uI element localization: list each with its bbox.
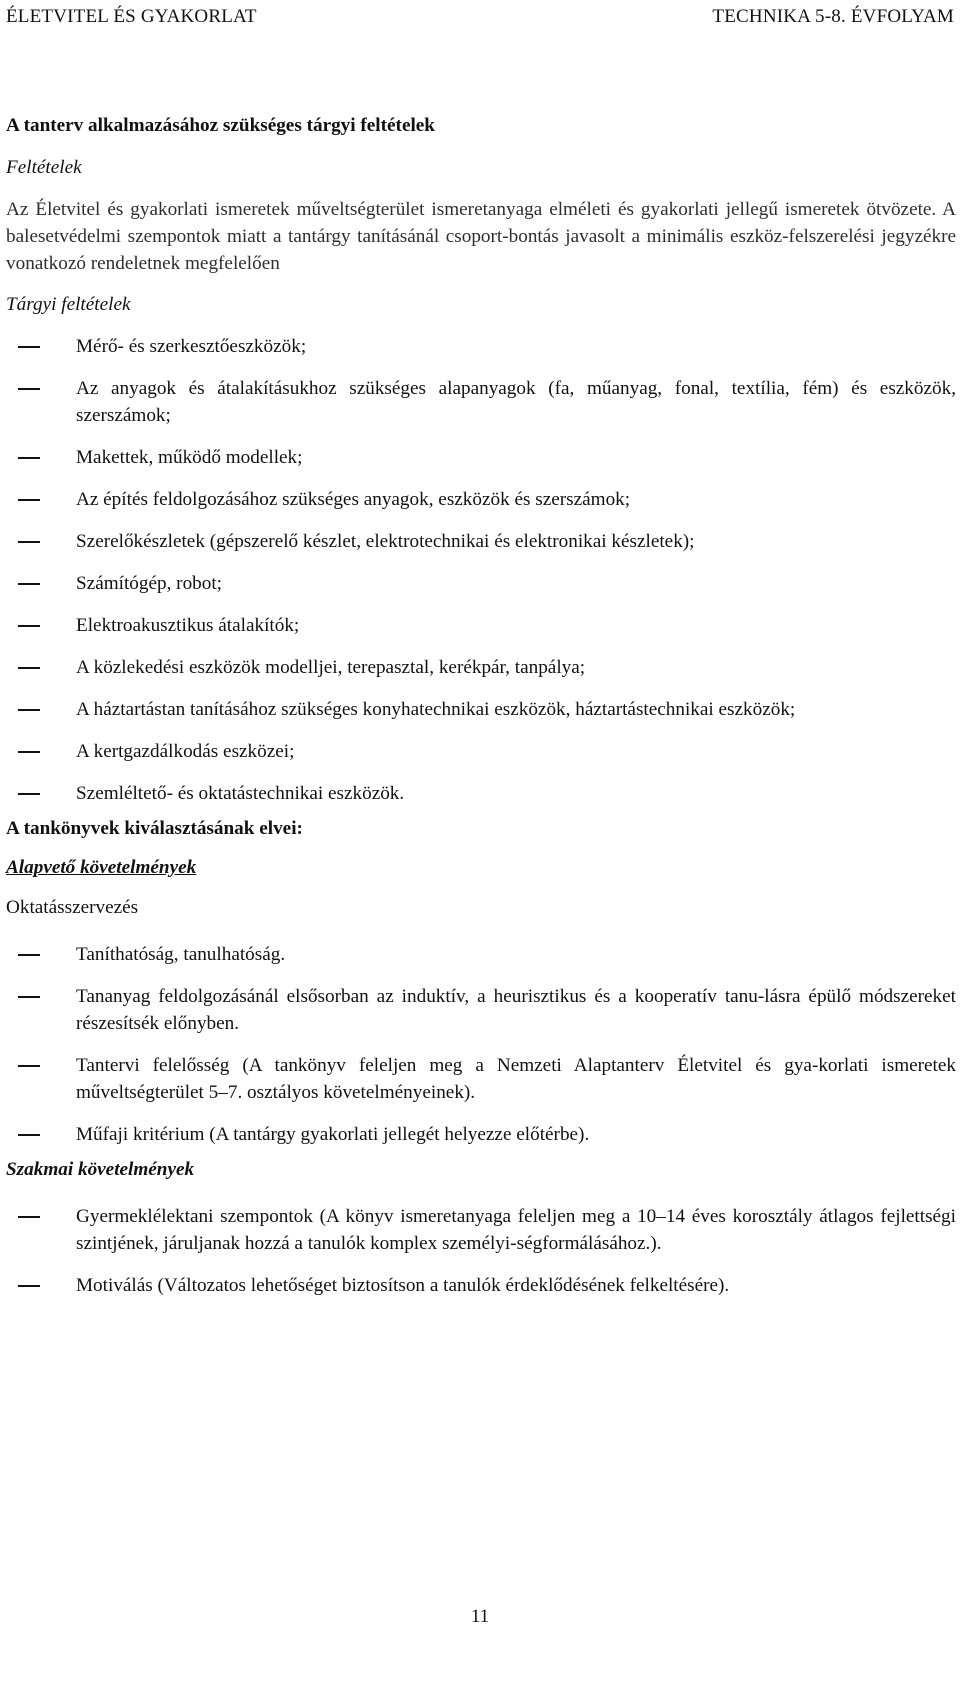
dash-bullet-icon	[18, 667, 40, 669]
list-title-material-conditions: Tárgyi feltételek	[6, 294, 131, 315]
list-item-text: Szemléltető- és oktatástechnikai eszközök.	[76, 783, 405, 804]
list-item-text: Tantervi felelősség (A tankönyv feleljen meg a Nemzeti Alaptanterv Életvitel és gya-korlati ismeretek műveltségterület 5–7. osztályos követelményeinek).	[76, 1055, 956, 1103]
dash-bullet-icon	[18, 751, 40, 753]
list-item	[6, 1272, 956, 1299]
subtitle-basic-requirements: Alapvető követelmények	[6, 857, 197, 878]
header-left: ÉLETVITEL ÉS GYAKORLAT	[6, 6, 257, 27]
list-item-text: Gyermeklélektani szempontok (A könyv ismeretanyaga feleljen meg a 10–14 éves korosztály átlagos fejlettségi szintjének, járuljanak hozzá a tanulók komplex személyi-ségformálásához.).	[76, 1206, 956, 1254]
dash-bullet-icon	[18, 793, 40, 795]
list-item	[6, 612, 956, 639]
list-item	[6, 780, 956, 807]
list-item-text: A kertgazdálkodás eszközei;	[76, 741, 295, 762]
list-item	[6, 528, 956, 555]
list-item-text: Tananyag feldolgozásánál elsősorban az induktív, a heurisztikus és a kooperatív tanu-lásra épülő módszereket részesítsék előnyben.	[76, 986, 956, 1034]
list-item	[6, 983, 956, 1037]
dash-bullet-icon	[18, 457, 40, 459]
list-item	[6, 375, 956, 429]
dash-bullet-icon	[18, 346, 40, 348]
list-item	[6, 333, 956, 360]
list-item-text: Az építés feldolgozásához szükséges anyagok, eszközök és szerszámok;	[76, 489, 631, 510]
list-item	[6, 738, 956, 765]
subtitle-conditions: Feltételek	[6, 157, 82, 178]
subtitle-education-organization: Oktatásszervezés	[6, 897, 139, 918]
dash-bullet-icon	[18, 996, 40, 998]
dash-bullet-icon	[18, 625, 40, 627]
dash-bullet-icon	[18, 388, 40, 390]
list-item	[6, 654, 956, 681]
list-item-text: A háztartástan tanításához szükséges konyhatechnikai eszközök, háztartástechnikai eszközök;	[76, 699, 796, 720]
list-item-text: Motiválás (Változatos lehetőséget biztosítson a tanulók érdeklődésének felkeltésére).	[76, 1275, 730, 1296]
dash-bullet-icon	[18, 1134, 40, 1136]
list-item	[6, 941, 956, 968]
list-item-text: Taníthatóság, tanulhatóság.	[76, 944, 286, 965]
list-item-text: Mérő- és szerkesztőeszközök;	[76, 336, 307, 357]
dash-bullet-icon	[18, 541, 40, 543]
dash-bullet-icon	[18, 583, 40, 585]
material-conditions-list	[6, 333, 956, 807]
professional-requirements-list	[6, 1203, 956, 1299]
section-title-textbook-principles: A tankönyvek kiválasztásának elvei:	[6, 818, 303, 839]
running-header	[6, 4, 954, 30]
list-item	[6, 1121, 956, 1148]
page-number: 11	[470, 1606, 490, 1627]
page-content	[6, 112, 956, 1314]
list-item-text: Elektroakusztikus átalakítók;	[76, 615, 300, 636]
section-title-material-conditions: A tanterv alkalmazásához szükséges tárgyi feltételek	[6, 115, 435, 136]
dash-bullet-icon	[18, 1065, 40, 1067]
header-right: TECHNIKA 5-8. ÉVFOLYAM	[712, 6, 954, 27]
list-item-text: A közlekedési eszközök modelljei, terepasztal, kerékpár, tanpálya;	[76, 657, 586, 678]
list-item	[6, 1052, 956, 1106]
subtitle-professional-requirements: Szakmai követelmények	[6, 1159, 195, 1180]
list-item-text: Makettek, működő modellek;	[76, 447, 303, 468]
list-item-text: Az anyagok és átalakításukhoz szükséges alapanyagok (fa, műanyag, fonal, textília, fém) és eszközök, szerszámok;	[76, 378, 956, 426]
dash-bullet-icon	[18, 954, 40, 956]
dash-bullet-icon	[18, 1285, 40, 1287]
list-item	[6, 444, 956, 471]
list-item-text: Szerelőkészletek (gépszerelő készlet, elektrotechnikai és elektronikai készletek);	[76, 531, 695, 552]
list-item	[6, 570, 956, 597]
list-item	[6, 486, 956, 513]
list-item-text: Számítógép, robot;	[76, 573, 223, 594]
list-item	[6, 696, 956, 723]
list-item-text: Műfaji kritérium (A tantárgy gyakorlati jellegét helyezze előtérbe).	[76, 1124, 590, 1145]
dash-bullet-icon	[18, 499, 40, 501]
basic-requirements-list	[6, 941, 956, 1148]
dash-bullet-icon	[18, 709, 40, 711]
intro-paragraph: Az Életvitel és gyakorlati ismeretek műveltségterület ismeretanyaga elméleti és gyakorlati jellegű ismeretek ötvözete. A balesetvédelmi szempontok miatt a tantárgy tanításánál csoport-bontás javasolt a minimális eszköz-felszerelési jegyzékre vonatkozó rendeletnek megfelelően	[6, 199, 956, 274]
list-item	[6, 1203, 956, 1257]
dash-bullet-icon	[18, 1216, 40, 1218]
